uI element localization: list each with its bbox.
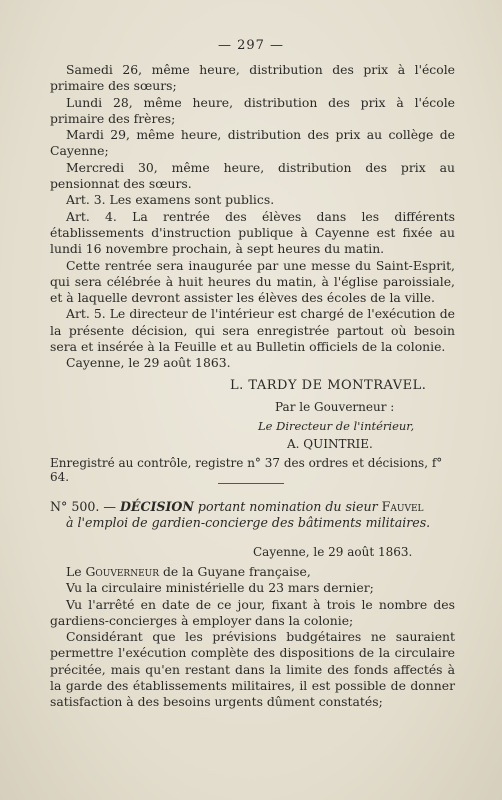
registration-note: Enregistré au contrôle, registre n° 37 des ordres et décisions, f° 64.	[50, 456, 443, 484]
decision-heading	[50, 499, 455, 532]
recital-considering: Considérant que les prévisions budgétaires ne sauraient permettre l'exécution complète des dispositions de la circulaire précitée, mais qu'en restant dans la limite des fonds affectés à la garde des établissements militaires, il est possible de donner satisfaction à des besoins urgents dûment constatés;	[50, 629, 455, 710]
paragraph-tuesday: Mardi 29, même heure, distribution des prix au collège de Cayenne;	[50, 127, 455, 159]
by-the-governor: Par le Gouverneur :	[275, 400, 395, 414]
decision-title-a: portant nomination du sieur	[193, 499, 382, 514]
recital-circular: Vu la circulaire ministérielle du 23 mars dernier;	[66, 580, 374, 596]
decision-body	[50, 564, 455, 711]
director-title: Le Directeur de l'intérieur,	[258, 419, 415, 433]
recital-arrete: Vu l'arrêté en date de ce jour, fixant à trois le nombre des gardiens-concierges à employer dans la colonie;	[50, 596, 455, 628]
date-line-1: Cayenne, le 29 août 1863.	[66, 355, 231, 371]
date-line-2: Cayenne, le 29 août 1863.	[253, 545, 413, 559]
decision-person-name: Fauvel	[381, 499, 424, 514]
decision-dash: —	[99, 499, 120, 514]
schedule-and-articles	[50, 62, 455, 372]
decision-word: DÉCISION	[119, 499, 194, 514]
director-name: A. QUINTRIE.	[287, 437, 373, 451]
article-5: Art. 5. Le directeur de l'intérieur est chargé de l'exécution de la présente décision, qui sera enregistrée partout où besoin sera et insérée à la Feuille et au Bulletin officiels de la colonie.	[50, 306, 455, 355]
decision-title-b: à l'emploi de gardien-concierge des bâtiments militaires.	[66, 515, 431, 531]
page-number: — 297 —	[217, 38, 285, 53]
article-4: Art. 4. La rentrée des élèves dans les différents établissements d'instruction publique à Cayenne est fixée au lundi 16 novembre prochain, à sept heures du matin.	[50, 208, 455, 257]
governor-signature: L. TARDY DE MONTRAVEL.	[230, 378, 427, 393]
paragraph-saturday: Samedi 26, même heure, distribution des prix à l'école primaire des sœurs;	[50, 62, 455, 94]
governor-title: Gouverneur	[85, 564, 160, 579]
mass-paragraph: Cette rentrée sera inaugurée par une messe du Saint-Esprit, qui sera célébrée à huit heures du matin, à l'église paroissiale, et à laquelle devront assister les élèves des écoles de la ville.	[50, 257, 455, 306]
article-3: Art. 3. Les examens sont publics.	[66, 192, 275, 208]
governor-line: Le Gouverneur de la Guyane française,	[66, 564, 311, 579]
paragraph-monday: Lundi 28, même heure, distribution des prix à l'école primaire des frères;	[50, 94, 455, 126]
paragraph-wednesday: Mercredi 30, même heure, distribution des prix au pensionnat des sœurs.	[50, 159, 455, 192]
section-divider	[218, 483, 284, 484]
decision-number: N° 500.	[50, 499, 100, 514]
